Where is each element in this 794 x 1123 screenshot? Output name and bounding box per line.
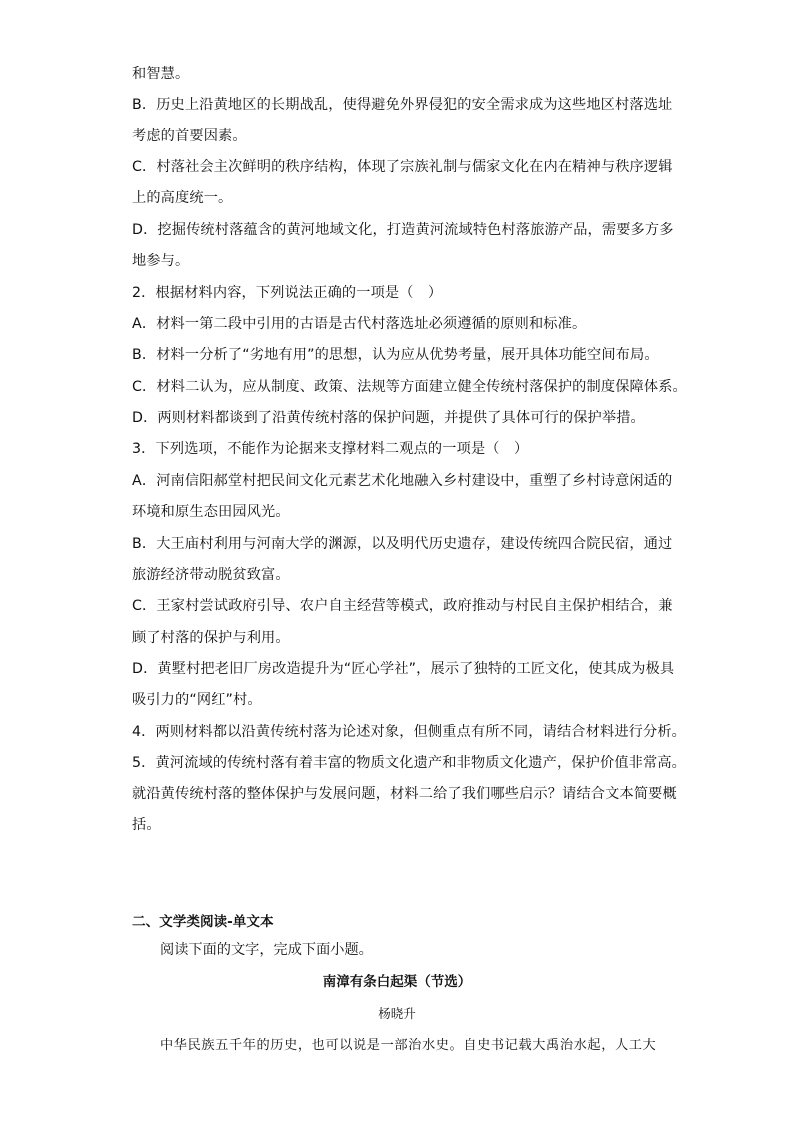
- q2-option-d: D．两则材料都谈到了沿黄传统村落的保护问题，并提供了具体可行的保护举措。: [132, 410, 645, 426]
- q3-option-a: A．河南信阳郝堂村把民间文化元素艺术化地融入乡村建设中，重塑了乡村诗意闲适的: [132, 473, 673, 489]
- question-3-stem: 3．下列选项，不能作为论据来支撑材料二观点的一项是（ ）: [132, 441, 529, 457]
- q3-option-b-cont: 旅游经济带动脱贫致富。: [132, 567, 290, 583]
- section-intro: 阅读下面的文字，完成下面小题。: [160, 942, 373, 958]
- question-2-stem: 2．根据材料内容，下列说法正确的一项是（ ）: [132, 285, 443, 301]
- option-c-line: C．村落社会主次鲜明的秩序结构，体现了宗族礼制与儒家文化在内在精神与秩序逻辑: [132, 159, 673, 175]
- option-c-line-cont: 上的高度统一。: [132, 190, 233, 206]
- option-d-line: D．挖掘传统村落蕴含的黄河地域文化，打造黄河流域特色村落旅游产品，需要多方多: [132, 222, 674, 238]
- q3-option-a-cont: 环境和原生态田园风光。: [132, 504, 290, 520]
- question-4: 4．两则材料都以沿黄传统村落为论述对象，但侧重点有所不同，请结合材料进行分析。: [132, 724, 687, 740]
- story-body-line: 中华民族五千年的历史，也可以说是一部治水史。自史书记载大禹治水起，人工大: [160, 1038, 657, 1053]
- q2-option-a: A．材料一第二段中引用的古语是古代村落选址必须遵循的原则和标准。: [132, 316, 587, 332]
- q2-option-c: C．材料二认为，应从制度、政策、法规等方面建立健全传统村落保护的制度保障体系。: [132, 379, 687, 395]
- option-b-line-cont: 考虑的首要因素。: [132, 128, 247, 144]
- question-5: 5．黄河流域的传统村落有着丰富的物质文化遗产和非物质文化遗产，保护价值非常高。: [132, 755, 687, 771]
- q3-option-c-cont: 顾了村落的保护与利用。: [132, 630, 290, 646]
- q3-option-d: D．黄墅村把老旧厂房改造提升为“匠心学社”，展示了独特的工匠文化，使其成为极具: [132, 661, 675, 677]
- story-title: 南漳有条白起渠（节选）: [322, 974, 472, 990]
- q3-option-c: C．王家村尝试政府引导、农户自主经营等模式，政府推动与村民自主保护相结合，兼: [132, 598, 673, 614]
- option-b-line: B．历史上沿黄地区的长期战乱，使得避免外界侵犯的安全需求成为这些地区村落选址: [132, 97, 673, 113]
- q3-option-d-cont: 吸引力的“网红”村。: [132, 692, 262, 708]
- question-5-cont: 就沿黄传统村落的整体保护与发展问题，材料二给了我们哪些启示？请结合文本简要概: [132, 786, 677, 802]
- q2-option-b: B．材料一分析了“劣地有用”的思想，认为应从优势考量，展开具体功能空间布局。: [132, 347, 659, 363]
- story-author: 杨晓升: [378, 1006, 416, 1021]
- question-5-cont-2: 括。: [132, 817, 161, 833]
- q3-option-b: B．大王庙村利用与河南大学的渊源，以及明代历史遗存，建设传统四合院民宿，通过: [132, 536, 673, 552]
- question-text-line: 和智慧。: [132, 66, 190, 82]
- option-d-line-cont: 地参与。: [132, 253, 190, 269]
- section-title: 二、文学类阅读-单文本: [132, 914, 274, 930]
